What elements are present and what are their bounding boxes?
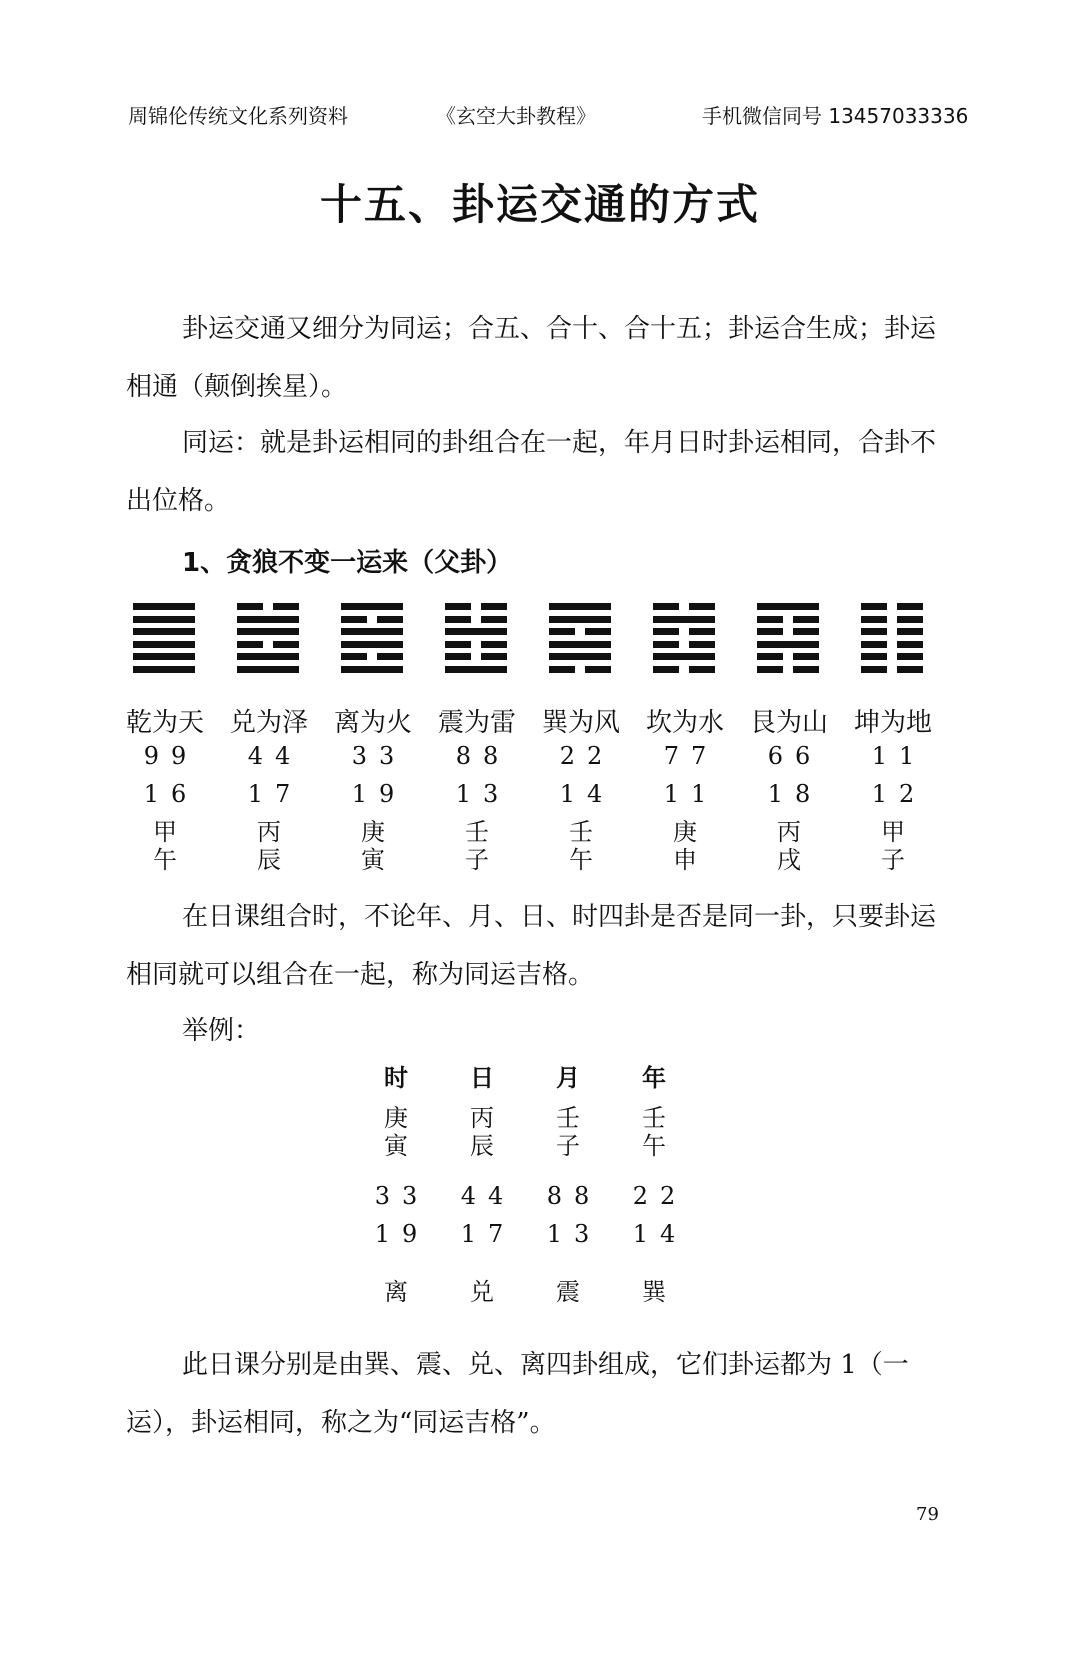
example-hexagram-name: 兑 [470, 1278, 494, 1306]
yin-line [237, 641, 299, 648]
hexagram-name: 兑为泽 [229, 708, 308, 738]
yang-line [237, 616, 299, 623]
earthly-branch: 午 [153, 846, 177, 874]
example-hexagram-name: 巽 [642, 1278, 666, 1306]
paragraph-tongyun: 同运：就是卦运相同的卦组合在一起，年月日时卦运相同，合卦不出位格。 [126, 428, 937, 516]
yin-line [237, 603, 299, 610]
earthly-branch: 子 [465, 846, 489, 874]
hexagram-number-1: 33 [351, 742, 407, 770]
yang-line [757, 641, 819, 648]
paragraph-example-label: 举例： [182, 1016, 261, 1046]
hexagram-number-2: 19 [351, 780, 407, 808]
hexagram-icon [237, 603, 299, 673]
hexagram-name: 离为火 [333, 708, 412, 738]
example-number-1: 33 [374, 1182, 430, 1210]
example-ganzhi [351, 1104, 441, 1160]
yang-line [549, 603, 611, 610]
heavenly-stem: 甲 [881, 818, 905, 846]
earthly-branch: 辰 [470, 1132, 494, 1160]
yin-line [861, 628, 923, 635]
hexagram-number-2: 18 [767, 780, 823, 808]
yin-line [861, 603, 923, 610]
hexagram-icon [549, 603, 611, 673]
yin-line [341, 653, 403, 660]
yang-line [237, 653, 299, 660]
hexagram-name: 乾为天 [125, 708, 204, 738]
example-ganzhi [609, 1104, 699, 1160]
yin-line [653, 666, 715, 673]
paragraph-intro: 卦运交通又细分为同运；合五、合十、合十五；卦运合生成；卦运相通（颠倒挨星）。 [126, 314, 937, 402]
heavenly-stem: 甲 [153, 818, 177, 846]
hexagram-number-1: 44 [247, 742, 303, 770]
header-middle: 《玄空大卦教程》 [436, 104, 596, 128]
earthly-branch: 午 [569, 846, 593, 874]
example-number-2: 19 [374, 1220, 430, 1248]
yang-line [653, 616, 715, 623]
yang-line [341, 603, 403, 610]
paragraph-conclusion: 此日课分别是由巽、震、兑、离四卦组成，它们卦运都为 1（一运），卦运相同，称之为“同运吉格”。 [126, 1350, 909, 1438]
yin-line [445, 653, 507, 660]
example-column-head: 年 [642, 1064, 666, 1092]
yin-line [861, 616, 923, 623]
example-column-head: 月 [556, 1064, 580, 1092]
earthly-branch: 申 [673, 846, 697, 874]
hexagram-ganzhi [113, 818, 217, 874]
yang-line [133, 616, 195, 623]
yin-line [653, 603, 715, 610]
hexagram-ganzhi [737, 818, 841, 874]
earthly-branch: 子 [881, 846, 905, 874]
page-number: 79 [916, 1504, 939, 1525]
example-column-head: 日 [470, 1064, 494, 1092]
hexagram-number-1: 88 [455, 742, 511, 770]
example-number-1: 44 [460, 1182, 516, 1210]
hexagram-number-2: 11 [663, 780, 719, 808]
hexagram-ganzhi [841, 818, 945, 874]
heavenly-stem: 丙 [470, 1104, 494, 1132]
hexagram-icon [861, 603, 923, 673]
yang-line [445, 666, 507, 673]
subheading: 1、贪狼不变一运来（父卦） [182, 548, 513, 578]
yin-line [757, 616, 819, 623]
hexagram-ganzhi [529, 818, 633, 874]
yang-line [653, 653, 715, 660]
yang-line [133, 628, 195, 635]
hexagram-number-1: 99 [143, 742, 199, 770]
hexagram-name: 艮为山 [749, 708, 828, 738]
yang-line [133, 666, 195, 673]
yin-line [549, 666, 611, 673]
yang-line [237, 666, 299, 673]
yin-line [861, 653, 923, 660]
hexagram-icon [653, 603, 715, 673]
hexagram-number-2: 13 [455, 780, 511, 808]
yin-line [653, 628, 715, 635]
yang-line [341, 666, 403, 673]
example-hexagram-name: 离 [384, 1278, 408, 1306]
yin-line [445, 641, 507, 648]
hexagram-ganzhi [633, 818, 737, 874]
yang-line [133, 603, 195, 610]
example-number-1: 22 [632, 1182, 688, 1210]
example-hexagram-name: 震 [556, 1278, 580, 1306]
yin-line [549, 628, 611, 635]
hexagram-number-1: 66 [767, 742, 823, 770]
heavenly-stem: 庚 [361, 818, 385, 846]
yang-line [445, 628, 507, 635]
header-right: 手机微信同号 13457033336 [702, 104, 969, 128]
heavenly-stem: 丙 [777, 818, 801, 846]
hexagram-name: 震为雷 [437, 708, 516, 738]
yin-line [757, 653, 819, 660]
yang-line [341, 628, 403, 635]
heavenly-stem: 壬 [642, 1104, 666, 1132]
yin-line [445, 616, 507, 623]
yang-line [757, 603, 819, 610]
hexagram-name: 坤为地 [853, 708, 932, 738]
hexagram-name: 巽为风 [541, 708, 620, 738]
earthly-branch: 寅 [361, 846, 385, 874]
hexagram-icon [133, 603, 195, 673]
yang-line [549, 641, 611, 648]
yin-line [341, 616, 403, 623]
hexagram-number-1: 11 [871, 742, 927, 770]
yang-line [133, 641, 195, 648]
earthly-branch: 戌 [777, 846, 801, 874]
hexagram-number-2: 14 [559, 780, 615, 808]
example-column-head: 时 [384, 1064, 408, 1092]
heavenly-stem: 壬 [465, 818, 489, 846]
yin-line [653, 641, 715, 648]
header-left: 周锦伦传统文化系列资料 [128, 104, 348, 128]
yin-line [757, 666, 819, 673]
heavenly-stem: 壬 [569, 818, 593, 846]
hexagram-ganzhi [321, 818, 425, 874]
page-title: 十五、卦运交通的方式 [319, 180, 760, 229]
yang-line [237, 628, 299, 635]
example-number-1: 88 [546, 1182, 602, 1210]
yin-line [861, 666, 923, 673]
heavenly-stem: 庚 [384, 1104, 408, 1132]
hexagram-name: 坎为水 [645, 708, 724, 738]
yang-line [549, 653, 611, 660]
hexagram-ganzhi [425, 818, 529, 874]
hexagram-icon [341, 603, 403, 673]
yang-line [549, 616, 611, 623]
hexagram-number-2: 12 [871, 780, 927, 808]
heavenly-stem: 庚 [673, 818, 697, 846]
hexagram-icon [445, 603, 507, 673]
earthly-branch: 辰 [257, 846, 281, 874]
hexagram-ganzhi [217, 818, 321, 874]
hexagram-number-1: 77 [663, 742, 719, 770]
example-ganzhi [437, 1104, 527, 1160]
earthly-branch: 午 [642, 1132, 666, 1160]
example-number-2: 14 [632, 1220, 688, 1248]
heavenly-stem: 丙 [257, 818, 281, 846]
yin-line [445, 603, 507, 610]
hexagram-number-1: 22 [559, 742, 615, 770]
paragraph-rike: 在日课组合时，不论年、月、日、时四卦是否是同一卦，只要卦运相同就可以组合在一起，称为同运吉格。 [126, 902, 937, 990]
hexagram-icon [757, 603, 819, 673]
yin-line [861, 641, 923, 648]
example-number-2: 13 [546, 1220, 602, 1248]
example-number-2: 17 [460, 1220, 516, 1248]
example-ganzhi [523, 1104, 613, 1160]
yang-line [133, 653, 195, 660]
hexagram-number-2: 16 [143, 780, 199, 808]
yang-line [341, 641, 403, 648]
heavenly-stem: 壬 [556, 1104, 580, 1132]
earthly-branch: 子 [556, 1132, 580, 1160]
earthly-branch: 寅 [384, 1132, 408, 1160]
yin-line [757, 628, 819, 635]
hexagram-number-2: 17 [247, 780, 303, 808]
